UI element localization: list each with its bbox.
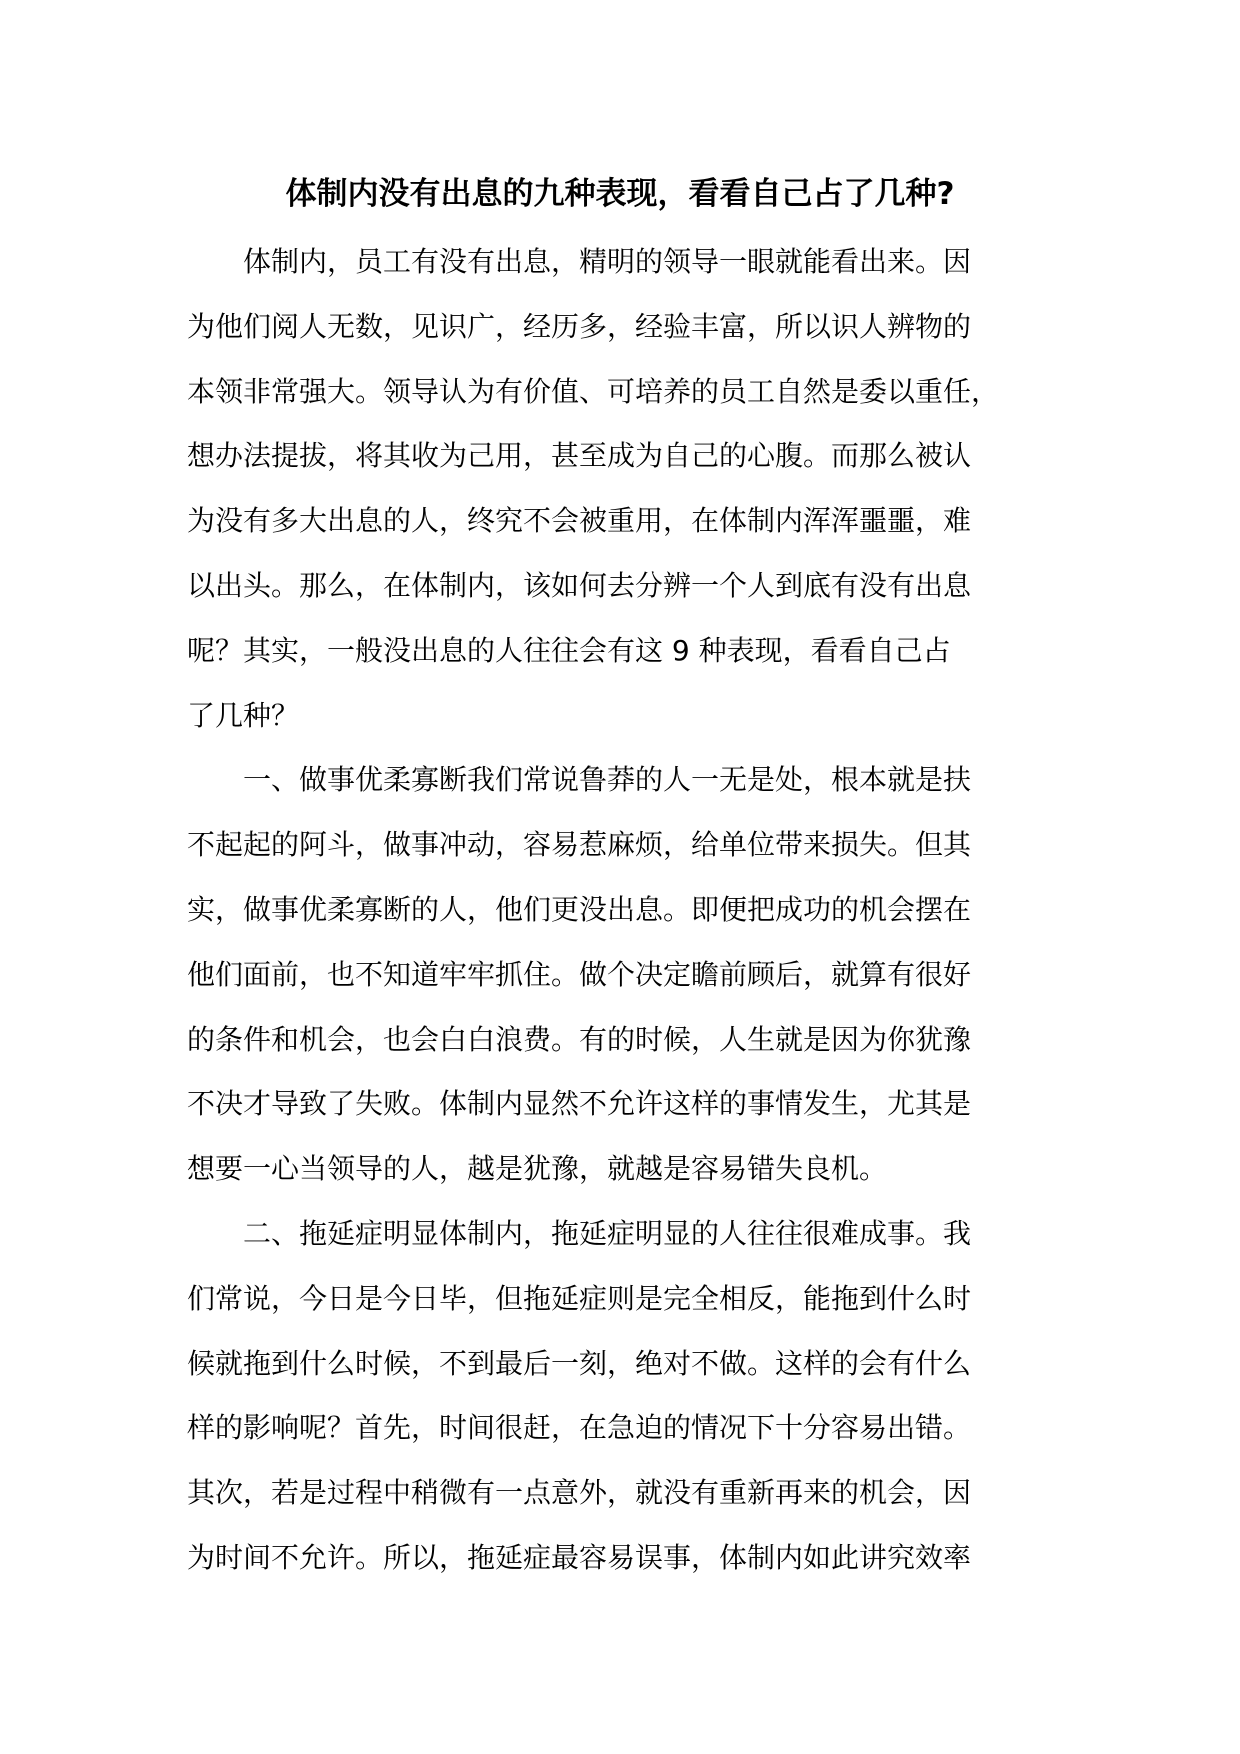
text-line: 们常说，今日是今日毕，但拖延症则是完全相反，能拖到什么时: [187, 1281, 972, 1315]
text-line: 不决才导致了失败。体制内显然不允许这样的事情发生，尤其是: [187, 1087, 972, 1121]
text-line: 二、拖延症明显体制内，拖延症明显的人往往很难成事。我: [243, 1216, 972, 1250]
text-line: 体制内，员工有没有出息，精明的领导一眼就能看出来。因: [243, 245, 972, 278]
text-line: 样的影响呢？首先，时间很赶，在急迫的情况下十分容易出错。: [187, 1411, 972, 1445]
text-line: 呢？其实，一般没出息的人往往会有这 9 种表现，看看自己占: [187, 633, 951, 667]
text-line: 一、做事优柔寡断我们常说鲁莽的人一无是处，根本就是扶: [243, 763, 972, 797]
text-line: 不起起的阿斗，做事冲动，容易惹麻烦，给单位带来损失。但其: [187, 828, 972, 862]
text-line: 他们面前，也不知道牢牢抓住。做个决定瞻前顾后，就算有很好: [187, 957, 972, 991]
text-line: 为他们阅人无数，见识广，经历多，经验丰富，所以识人辨物的: [187, 309, 972, 343]
text-line: 本领非常强大。领导认为有价值、可培养的员工自然是委以重任，: [187, 374, 1000, 408]
text-line: 实，做事优柔寡断的人，他们更没出息。即便把成功的机会摆在: [187, 892, 972, 926]
text-line: 想办法提拔，将其收为己用，甚至成为自己的心腹。而那么被认: [187, 439, 972, 473]
document-body: [187, 242, 1097, 1603]
text-line: 以出头。那么，在体制内，该如何去分辨一个人到底有没有出息: [187, 568, 972, 602]
document-title: 体制内没有出息的九种表现，看看自己占了几种?: [285, 176, 955, 212]
text-line: 的条件和机会，也会白白浪费。有的时候，人生就是因为你犹豫: [187, 1022, 972, 1056]
text-line: 了几种？: [187, 698, 300, 732]
text-line: 其次，若是过程中稍微有一点意外，就没有重新再来的机会，因: [187, 1476, 972, 1510]
text-line: 为时间不允许。所以，拖延症最容易误事，体制内如此讲究效率: [187, 1540, 972, 1574]
text-line: 候就拖到什么时候，不到最后一刻，绝对不做。这样的会有什么: [187, 1346, 972, 1380]
text-line: 想要一心当领导的人，越是犹豫，就越是容易错失良机。: [187, 1152, 888, 1186]
text-line: 为没有多大出息的人，终究不会被重用，在体制内浑浑噩噩，难: [187, 504, 972, 538]
